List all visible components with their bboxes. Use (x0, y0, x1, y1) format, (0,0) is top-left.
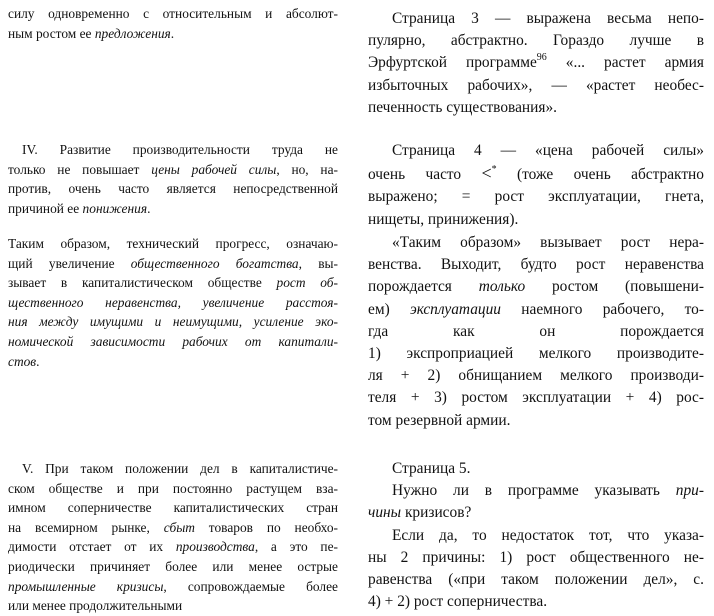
text-line: V. При таком положении дел в капиталистиче- (22, 461, 338, 476)
text-line: Страница 3 — выражена весьма непо- (392, 10, 704, 27)
text-line: номической зависимости рабочих от капитали- (8, 333, 338, 349)
text-line: чины кризисов? (368, 504, 472, 522)
text-line: ния между имущими и неимущими, усиление эко- (8, 314, 338, 330)
text-line: зывает в капиталистическом обществе рост об- (8, 275, 338, 291)
text-line: очень часто <* (тоже очень абстрактно (368, 163, 704, 184)
text-line: IV. Развитие производительности труда не (22, 142, 338, 157)
text-line: ным ростом ее предложения. (8, 25, 175, 41)
text-line: щий увеличение общественного богатства, вы- (8, 255, 338, 271)
text-line: Страница 5. (392, 460, 471, 477)
text-line: венства. Выходит, будто рост неравенства (368, 256, 704, 274)
text-line: ем) эксплуатации наемного рабочего, то- (368, 300, 704, 318)
text-line: только не повышает цены рабочей силы, но, на- (8, 161, 338, 177)
text-line: Страница 4 — «цена рабочей силы» (392, 142, 704, 159)
text-line: теля + 3) ростом эксплуатации + 4) рос- (368, 389, 704, 407)
text-line: «Таким образом» вызывает рост нера- (392, 234, 704, 251)
right-paragraph-3 (368, 232, 704, 432)
text-line: Если да, то недостаток тот, что указа- (392, 526, 704, 544)
text-line: Таким образом, технический прогресс, означаю- (8, 236, 338, 251)
text-line: стов. (8, 353, 40, 369)
text-line: нищеты, принижения). (368, 210, 519, 228)
text-line: Эрфуртской программе$^{96}$ «... растет армия (368, 52, 704, 72)
text-line: избыточных рабочих», — «растет необес- (368, 76, 704, 94)
text-line: причиной ее понижения. (8, 200, 151, 216)
text-line: димости отстает от их производства, а это пе- (8, 539, 338, 555)
text-line: ны 2 причины: 1) рост общественного не- (368, 548, 704, 566)
left-paragraph-3 (8, 234, 338, 371)
right-paragraph-1 (368, 8, 704, 119)
left-paragraph-4 (8, 459, 338, 616)
text-line: щественного неравенства, увеличение расстоя- (8, 294, 338, 310)
right-paragraph-2 (368, 140, 704, 231)
text-line: ском обществе и при постоянно растущем вза- (8, 480, 338, 496)
text-line: имном соперничестве капиталистических стран (8, 500, 338, 516)
text-line: ля + 2) обнищанием мелкого производи- (368, 367, 704, 385)
text-line: против, очень часто является непосредственной (8, 181, 338, 197)
text-line: риодически причиняет более или менее острые (8, 558, 338, 574)
text-line: выражено; = рост эксплуатации, гнета, (368, 188, 704, 206)
text-line: гда как он порождается (368, 322, 704, 340)
text-line: 4) + 2) рост соперничества. (368, 593, 548, 611)
right-paragraph-4 (368, 458, 704, 613)
text-line: печенность существования». (368, 98, 558, 116)
text-line: силу одновременно с относительным и абсолют- (8, 6, 338, 21)
text-line: Нужно ли в программе указывать при- (392, 482, 704, 500)
text-line: равенства («при таком положении дел», с. (368, 571, 704, 589)
text-line: на всемирном рынке, сбыт товаров по необхо- (8, 519, 338, 535)
text-line: том резервной армии. (368, 411, 511, 429)
left-paragraph-1 (8, 4, 338, 43)
text-line: 1) экспроприацией мелкого производите- (368, 345, 704, 363)
text-line: порождается только ростом (повышени- (368, 278, 704, 296)
left-paragraph-2 (8, 140, 338, 218)
text-line: или менее продолжительными (8, 598, 183, 614)
text-line: промышленные кризисы, сопровождаемые более (8, 578, 338, 594)
text-line: пулярно, абстрактно. Гораздо лучше в (368, 32, 704, 50)
